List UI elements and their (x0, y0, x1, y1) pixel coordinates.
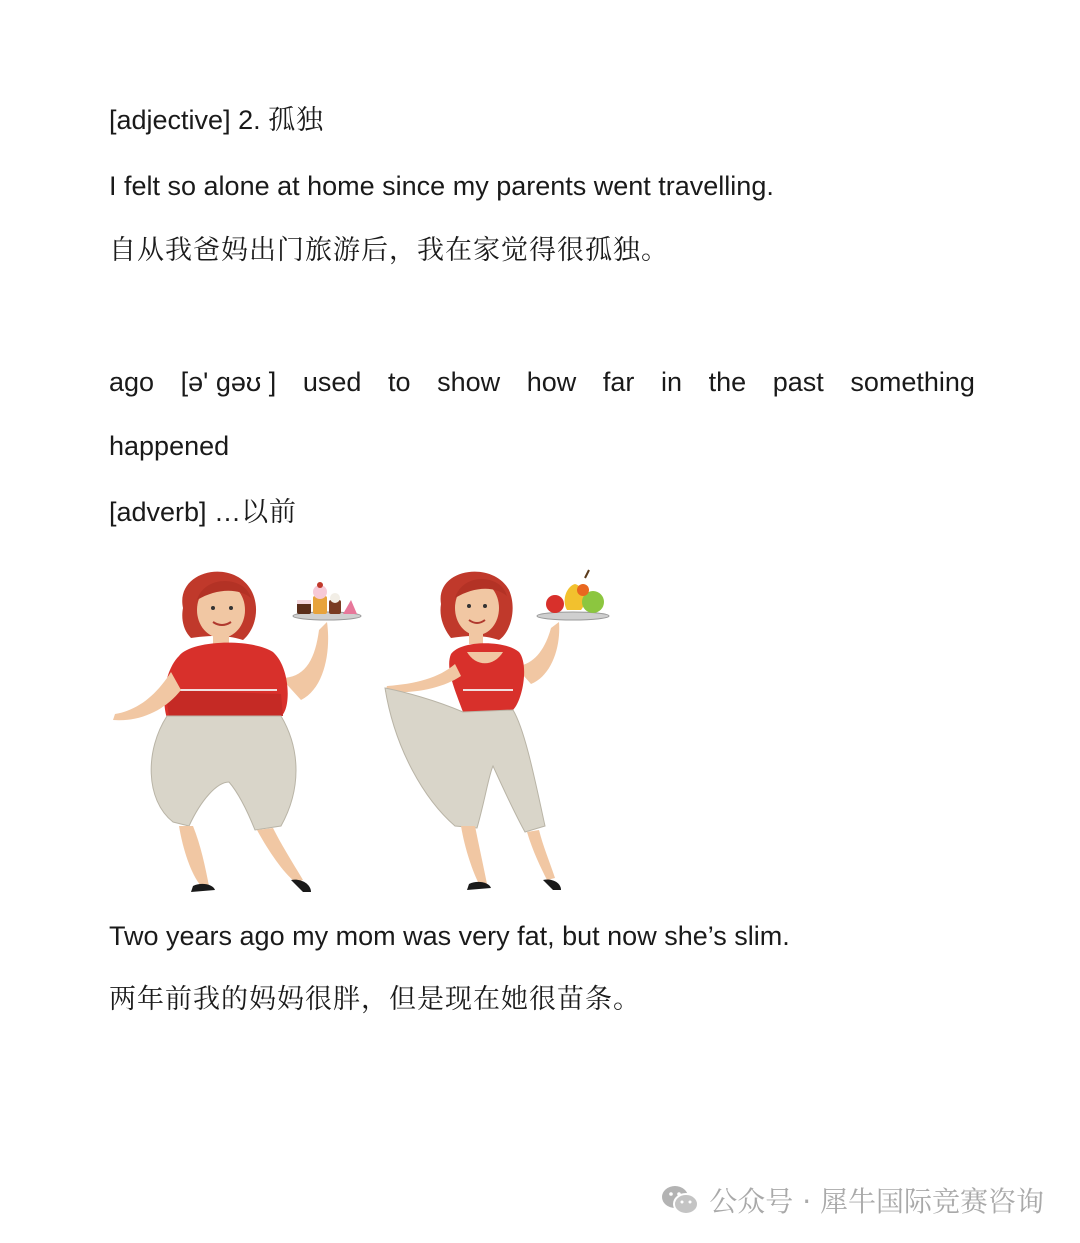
sense-line (109, 102, 324, 139)
example-sentence-english: Two years ago my mom was very fat, but now she’s slim. (109, 921, 790, 951)
watermark (661, 1180, 1044, 1220)
definition-word: show (437, 367, 501, 397)
woman-before-illustration (113, 572, 361, 892)
example-sentence-english: I felt so alone at home since my parents went travelling. (109, 171, 774, 201)
part-of-speech-label: [adjective] 2. (109, 105, 261, 135)
headword: ago (109, 367, 155, 397)
definition-word: far (602, 367, 635, 397)
sense-chinese: 孤独 (268, 105, 325, 136)
definition-word: to (387, 367, 411, 397)
definition-line (109, 364, 975, 400)
part-of-speech-line (109, 494, 297, 531)
wechat-icon (661, 1184, 699, 1216)
definition-word: used (302, 367, 362, 397)
pronunciation: [ə' gəʊ ] (180, 367, 277, 397)
part-of-speech-label: [adverb] … (109, 497, 242, 527)
before-after-illustration (105, 560, 625, 900)
definition-word: in (660, 367, 682, 397)
definition-word: past (772, 367, 824, 397)
definition-word: the (708, 367, 747, 397)
example-sentence-chinese: 两年前我的妈妈很胖，但是现在她很苗条。 (109, 984, 641, 1015)
definition-word: something (850, 367, 975, 397)
meaning-chinese: 以前 (241, 497, 298, 528)
example-sentence-chinese: 自从我爸妈出门旅游后，我在家觉得很孤独。 (109, 235, 669, 266)
definition-continuation: happened (109, 431, 230, 461)
definition-word: how (526, 367, 577, 397)
watermark-text: 公众号 · 犀牛国际竞赛咨询 (709, 1185, 1044, 1218)
woman-after-illustration (385, 570, 609, 890)
